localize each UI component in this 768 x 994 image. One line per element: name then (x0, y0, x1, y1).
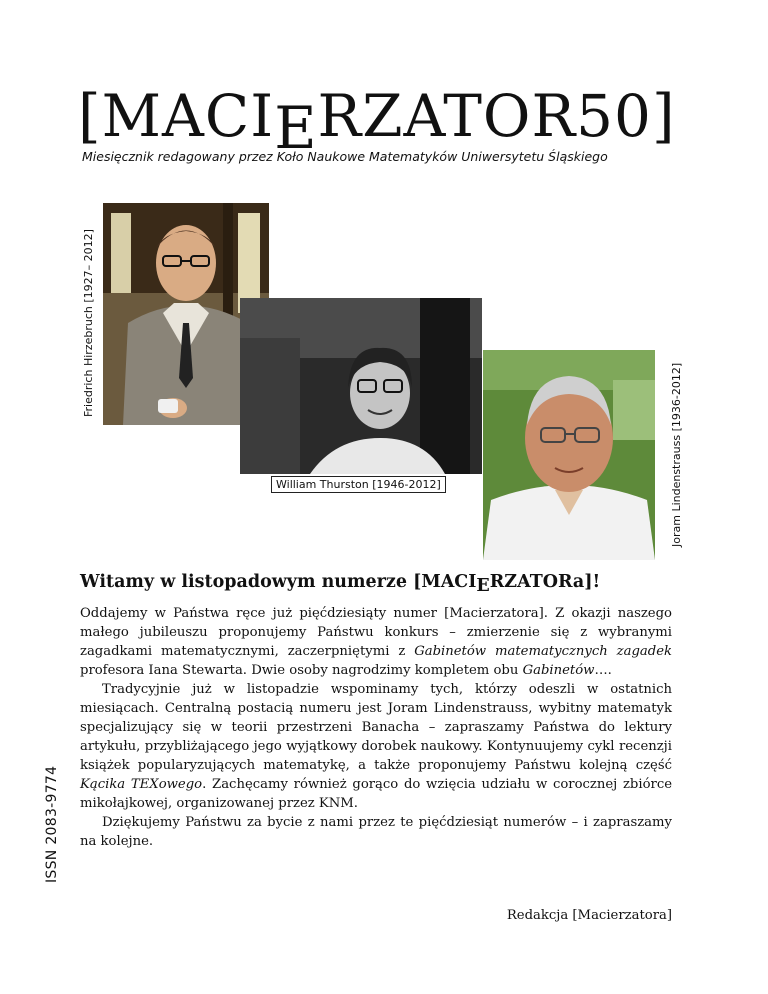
subtitle: Miesięcznik redagowany przez Koło Naukowe Matematyków Uniwersytetu Śląskiego (82, 149, 608, 164)
photo-lindenstrauss (483, 350, 655, 560)
masthead: [MACIERZATOR50] (78, 82, 676, 162)
paragraph-2: Tradycyjnie już w listopadzie wspominamy tych, którzy odeszli w ostatnich miesiącach. Centralną postacią numeru jest Joram Lindenstrauss, wybitny matematyk specjalizujący się w teorii przestrzeni Banacha – zapraszamy Państwa do lektury artykułu, przybliżającego jego wyjątkowy dorobek naukowy. Kontynuujemy cykl recenzji książek popularyzujących matematykę, a także proponujemy Państwu kolejną część Kącika TEXowego. Zachęcamy również gorąco do wzięcia udziału w corocznej zbiórce mikołajkowej, organizowanej przez KNM. (80, 682, 673, 811)
issn: ISSN 2083-9774 (44, 765, 60, 883)
signature: Redakcja [Macierzatora] (506, 908, 672, 923)
paragraph-1: Oddajemy w Państwa ręce już pięćdziesiąty numer [Macierzatora]. Z okazji naszego małego jubileuszu proponujemy Państwu konkurs – zmierzenie się z wybranymi zagadkami matematycznymi, zaczerpniętymi z Gabinetów matematycznych zagadek profesora Iana Stewarta. Dwie osoby nagrodzimy kompletem obu Gabinetów…. (80, 606, 672, 678)
paragraph-3: Dziękujemy Państwu za bycie z nami przez te pięćdziesiąt numerów – i zapraszamy na kolejne. (80, 815, 672, 849)
caption-hirzebruch: Friedrich Hirzebruch [1927– 2012] (82, 229, 95, 417)
headline: Witamy w listopadowym numerze [MACIERZATORa]! (80, 572, 601, 596)
caption-lindenstrauss: Joram Lindenstrauss [1936-2012] (670, 362, 683, 547)
photo-thurston (240, 298, 482, 474)
caption-thurston: William Thurston [1946-2012] (271, 476, 446, 493)
editorial-body (80, 604, 672, 851)
